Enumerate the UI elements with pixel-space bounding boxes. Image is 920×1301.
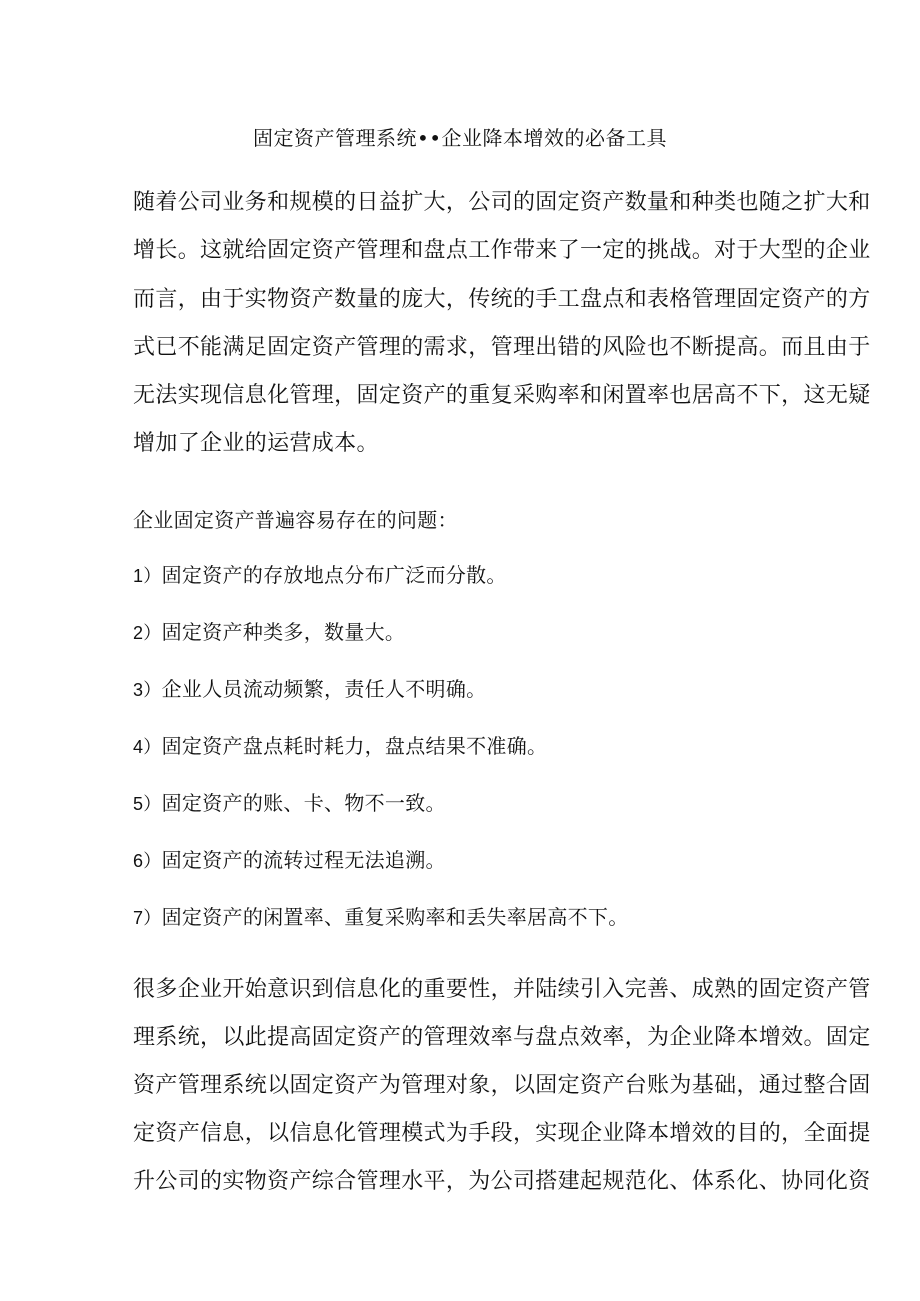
problem-item	[133, 618, 405, 647]
problem-item	[133, 846, 446, 875]
problem-text: 固定资产盘点耗时耗力，盘点结果不准确。	[161, 734, 548, 758]
problem-item	[133, 732, 547, 761]
paragraph2-line-1: 很多企业开始意识到信息化的重要性，并陆续引入完善、成熟的固定资产管	[133, 977, 871, 1002]
problems-heading: 企业固定资产普遍容易存在的问题：	[133, 508, 458, 532]
paragraph2-line-2: 理系统，以此提高固定资产的管理效率与盘点效率，为企业降本增效。固定	[133, 1025, 871, 1050]
paragraph1-line-3: 而言，由于实物资产数量的庞大，传统的手工盘点和表格管理固定资产的方	[133, 287, 871, 312]
paragraph2-line-4: 定资产信息，以信息化管理模式为手段，实现企业降本增效的目的，全面提	[133, 1121, 871, 1146]
problem-number: 5）	[133, 794, 162, 814]
problem-number: 1）	[133, 566, 162, 586]
document-title: 固定资产管理系统••企业降本增效的必备工具	[252, 126, 668, 150]
problem-text: 固定资产的闲置率、重复采购率和丢失率居高不下。	[161, 905, 629, 929]
problem-text: 固定资产的存放地点分布广泛而分散。	[161, 563, 507, 587]
problem-number: 3）	[133, 680, 162, 700]
paragraph2-line-3: 资产管理系统以固定资产为管理对象，以固定资产台账为基础，通过整合固	[133, 1073, 871, 1098]
paragraph1-line-1: 随着公司业务和规模的日益扩大，公司的固定资产数量和种类也随之扩大和	[133, 190, 871, 215]
problem-number: 2）	[133, 623, 162, 643]
paragraph1-line-5: 无法实现信息化管理，固定资产的重复采购率和闲置率也居高不下，这无疑	[133, 383, 871, 408]
paragraph1-line-6: 增加了企业的运营成本。	[133, 431, 379, 456]
problem-text: 固定资产的账、卡、物不一致。	[161, 791, 446, 815]
problem-text: 固定资产种类多，数量大。	[161, 620, 406, 644]
problem-number: 7）	[133, 908, 162, 928]
problem-text: 企业人员流动频繁，责任人不明确。	[161, 677, 487, 701]
problem-item	[133, 903, 629, 932]
paragraph2-line-5: 升公司的实物资产综合管理水平，为公司搭建起规范化、体系化、协同化资	[133, 1169, 871, 1194]
paragraph1-line-2: 增长。这就给固定资产管理和盘点工作带来了一定的挑战。对于大型的企业	[133, 238, 871, 263]
problem-item	[133, 675, 486, 704]
problem-item	[133, 789, 446, 818]
problem-number: 4）	[133, 737, 162, 757]
problem-number: 6）	[133, 851, 162, 871]
problem-text: 固定资产的流转过程无法追溯。	[161, 848, 446, 872]
problem-item	[133, 561, 507, 590]
paragraph1-line-4: 式已不能满足固定资产管理的需求，管理出错的风险也不断提高。而且由于	[133, 335, 871, 360]
